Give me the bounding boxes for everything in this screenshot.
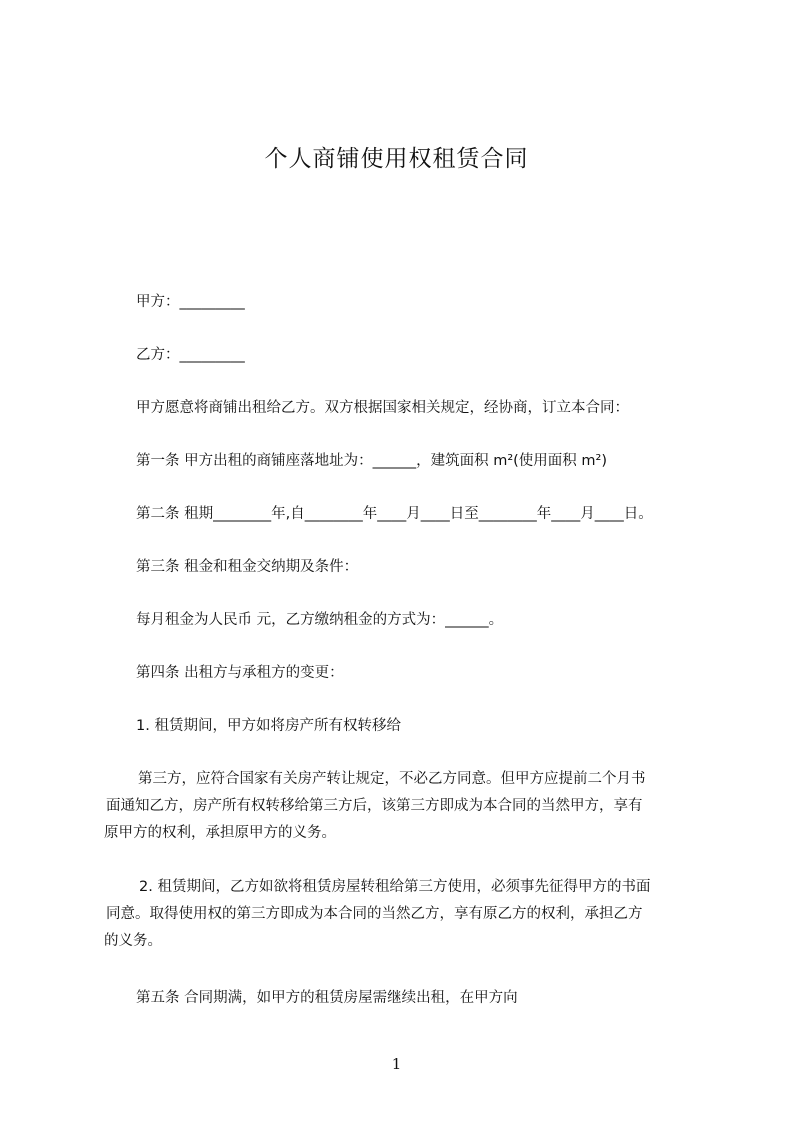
article-4: 第四条 出租方与承租方的变更： <box>136 665 344 681</box>
article-5: 第五条 合同期满，如甲方的租赁房屋需继续出租，在甲方向 <box>136 990 518 1006</box>
party-b-line: 乙方：_________ <box>136 347 245 363</box>
item-1-heading: 1. 租赁期间，甲方如将房产所有权转移给 <box>136 718 401 734</box>
article-3: 第三条 租金和租金交纳期及条件： <box>136 559 359 575</box>
item-2-body-line: 2. 租赁期间，乙方如欲将租赁房屋转租给第三方使用，必须事先征得甲方的书面 <box>139 879 651 895</box>
item-1-body <box>104 766 646 847</box>
document-title: 个人商铺使用权租赁合同 <box>264 146 529 172</box>
article-2: 第二条 租期________年,自________年____月____日至________年____月____日。 <box>136 506 653 522</box>
party-a-line: 甲方：_________ <box>136 294 245 310</box>
intro-paragraph: 甲方愿意将商铺出租给乙方。双方根据国家相关规定，经协商，订立本合同： <box>136 400 629 416</box>
item-2-body-line: 同意。取得使用权的第三方即成为本合同的当然乙方，享有原乙方的权利，承担乙方 <box>106 906 643 922</box>
item-2-body <box>104 874 650 955</box>
item-2-body-line: 的义务。 <box>104 933 162 949</box>
item-1-body-line: 原甲方的权利，承担原甲方的义务。 <box>104 825 336 841</box>
item-1-body-line: 面通知乙方，房产所有权转移给第三方后，该第三方即成为本合同的当然甲方，享有 <box>106 798 643 814</box>
page-number: 1 <box>391 1055 402 1073</box>
item-1-body-line: 第三方，应符合国家有关房产转让规定，不必乙方同意。但甲方应提前二个月书 <box>138 771 646 787</box>
rent-clause: 每月租金为人民币 元，乙方缴纳租金的方式为：______。 <box>136 612 504 628</box>
article-1: 第一条 甲方出租的商铺座落地址为：______，建筑面积 m²(使用面积 m²) <box>136 453 608 469</box>
